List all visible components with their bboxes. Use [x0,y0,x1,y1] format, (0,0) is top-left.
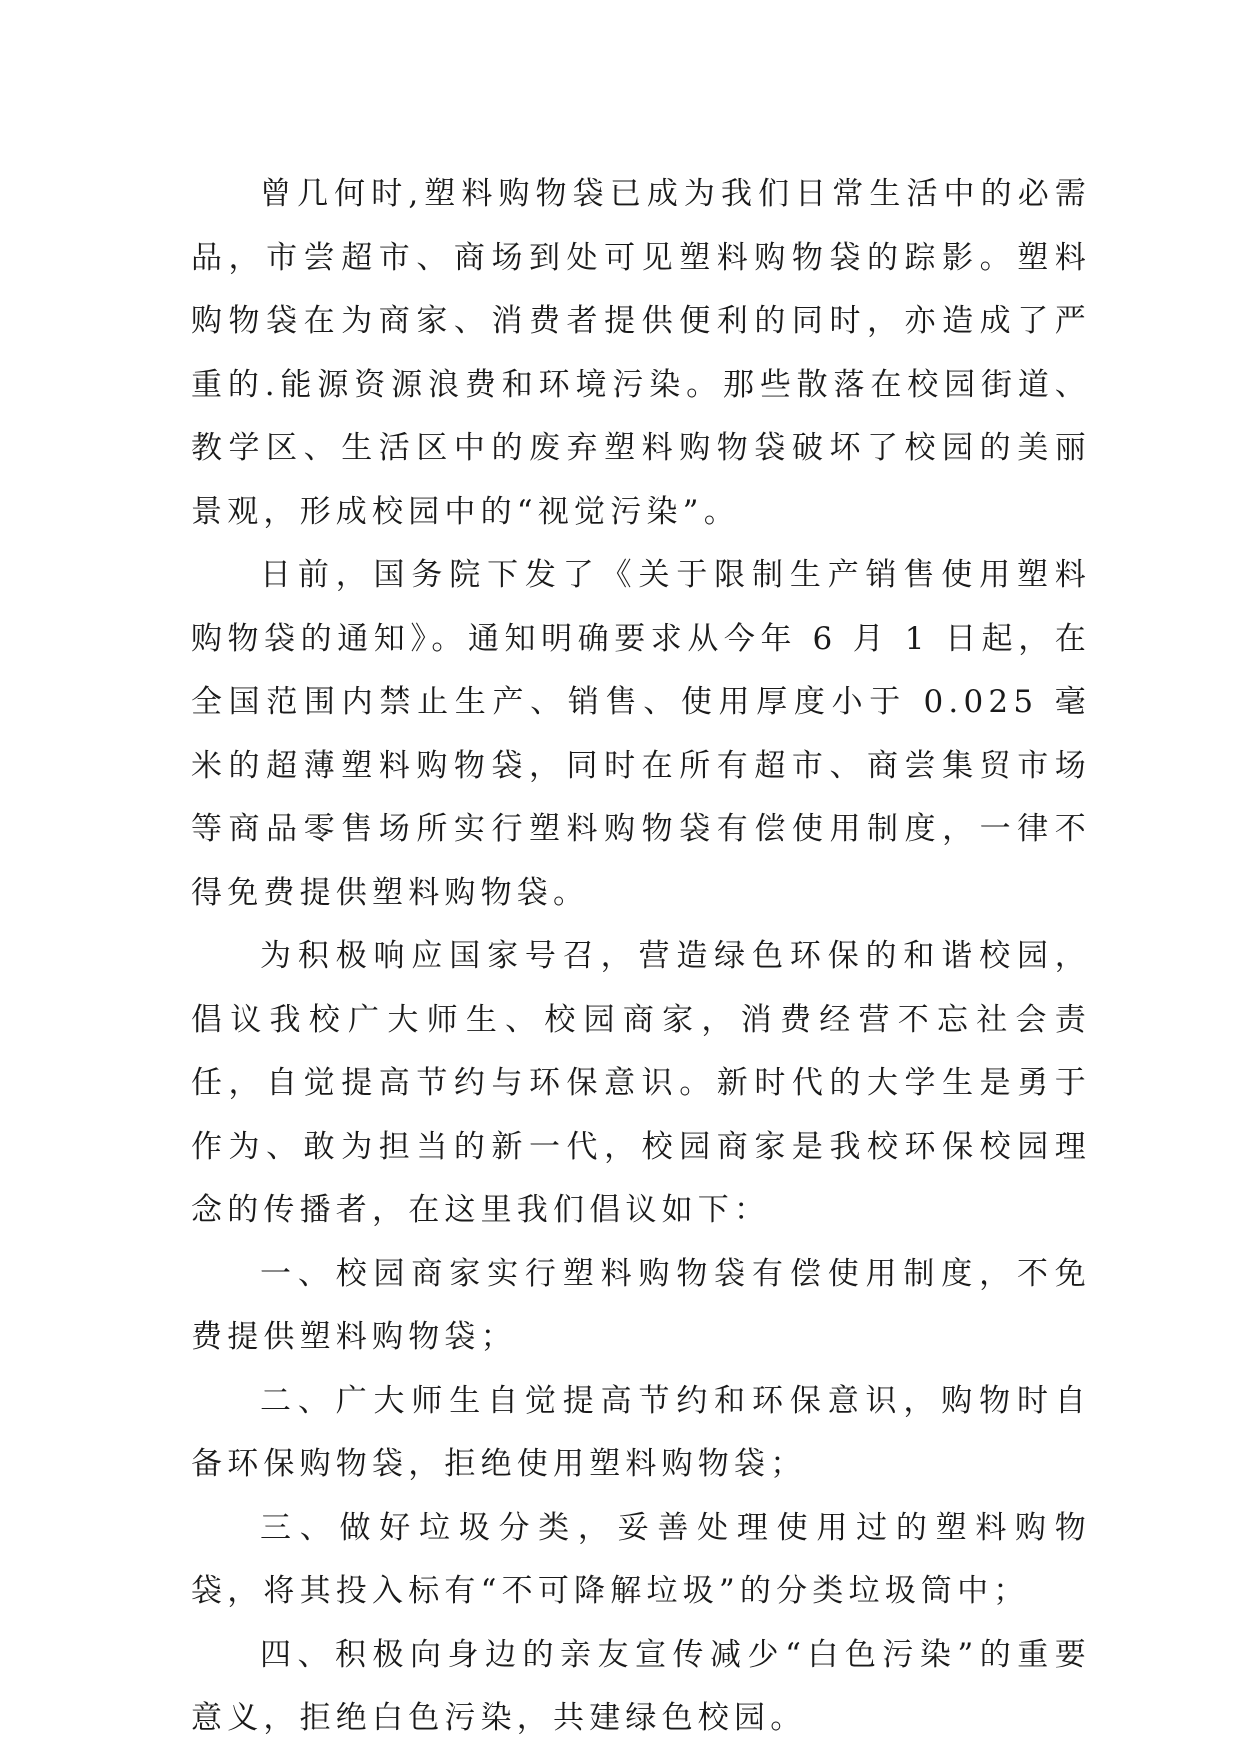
paragraph-item-1: 一、校园商家实行塑料购物袋有偿使用制度，不免费提供塑料购物袋； [191,1255,1091,1355]
paragraph-item-4: 四、积极向身边的亲友宣传减少“白色污染”的重要意义，拒绝白色污染，共建绿色校园。 [191,1636,1091,1736]
paragraph-notice: 日前，国务院下发了《关于限制生产销售使用塑料购物袋的通知》。通知明确要求从今年 6 月 1 日起，在全国范围内禁止生产、销售、使用厚度小于 0.025 毫米的超薄塑料购物袋，同时在所有超市、商尝集贸市场等商品零售场所实行塑料购物袋有偿使用制度，一律不得免费提供塑料购物袋。 [191,557,1091,911]
paragraph-intro: 曾几何时,塑料购物袋已成为我们日常生活中的必需品，市尝超市、商场到处可见塑料购物袋的踪影。塑料购物袋在为商家、消费者提供便利的同时，亦造成了严重的.能源资源浪费和环境污染。那些散落在校园街道、教学区、生活区中的废弃塑料购物袋破坏了校园的美丽景观，形成校园中的“视觉污染”。 [191,176,1091,530]
paragraph-item-2: 二、广大师生自觉提高节约和环保意识，购物时自备环保购物袋，拒绝使用塑料购物袋； [191,1382,1091,1482]
paragraph-item-3: 三、做好垃圾分类，妥善处理使用过的塑料购物袋，将其投入标有“不可降解垃圾”的分类垃圾筒中； [191,1509,1091,1609]
document-body [191,163,1091,1751]
paragraph-proposal: 为积极响应国家号召，营造绿色环保的和谐校园，倡议我校广大师生、校园商家，消费经营不忘社会责任，自觉提高节约与环保意识。新时代的大学生是勇于作为、敢为担当的新一代，校园商家是我校环保校园理念的传播者，在这里我们倡议如下： [191,938,1091,1228]
